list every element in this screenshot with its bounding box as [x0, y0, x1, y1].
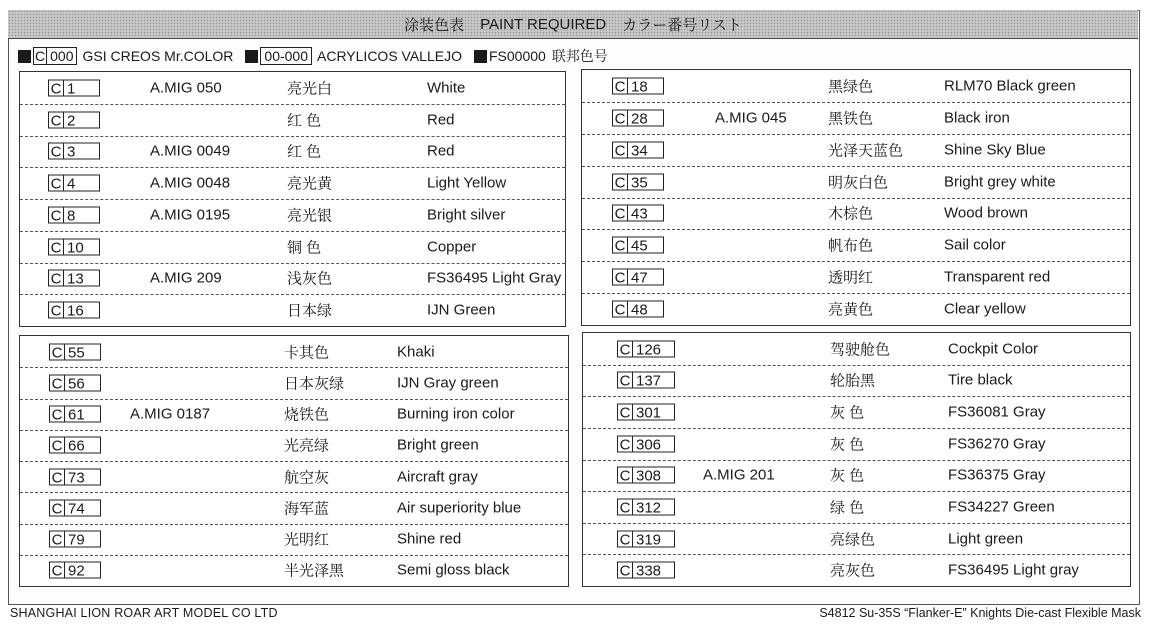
mr-color-number: 35	[628, 173, 664, 190]
color-name-chinese: 黑绿色	[828, 78, 874, 96]
mr-color-code	[48, 175, 100, 192]
color-name-chinese: 铜 色	[287, 239, 322, 257]
mr-color-prefix: C	[49, 437, 65, 454]
color-name-english: Red	[427, 142, 455, 160]
mr-color-prefix: C	[49, 343, 65, 360]
paint-row	[582, 261, 1130, 294]
color-name-english: Shine red	[397, 530, 462, 548]
color-name-english: Sail color	[944, 236, 1006, 254]
color-name-english: Tire black	[948, 371, 1013, 389]
color-name-chinese: 灰 色	[830, 436, 865, 454]
mr-color-prefix: C	[49, 406, 65, 423]
color-name-chinese: 日本绿	[287, 302, 333, 320]
legend-vallejo-code: 00-000	[260, 47, 312, 65]
mr-color-code	[48, 238, 100, 255]
mr-color-number: 56	[65, 374, 101, 391]
color-name-chinese: 亮灰色	[830, 562, 876, 580]
paint-row	[20, 104, 565, 137]
color-name-chinese: 卡其色	[284, 344, 330, 362]
legend-vallejo-label: ACRYLICOS VALLEJO	[317, 48, 462, 64]
mr-color-code	[49, 437, 101, 454]
mr-color-code	[612, 77, 664, 94]
color-name-english: Bright silver	[427, 206, 506, 224]
mr-color-number: 43	[628, 205, 664, 222]
ammo-mig-code: A.MIG 0195	[150, 206, 231, 224]
title-english: PAINT REQUIRED	[480, 15, 607, 33]
ammo-mig-code: A.MIG 209	[150, 269, 222, 287]
color-name-english: Burning iron color	[397, 405, 515, 423]
color-name-english: Black iron	[944, 109, 1010, 127]
color-name-chinese: 日本灰绿	[284, 375, 345, 393]
color-name-chinese: 帆布色	[828, 237, 874, 255]
paint-row	[20, 399, 568, 431]
mr-color-number: 79	[65, 531, 101, 548]
mr-color-number: 13	[64, 270, 100, 287]
paint-row	[583, 365, 1130, 398]
ammo-mig-code: A.MIG 0048	[150, 174, 231, 192]
mr-color-prefix: C	[48, 175, 64, 192]
mr-color-number: 73	[65, 468, 101, 485]
color-name-chinese: 亮光银	[287, 207, 333, 225]
mr-color-code	[49, 406, 101, 423]
paint-row	[582, 293, 1130, 325]
mr-color-number: 34	[628, 141, 664, 158]
mr-color-code	[49, 374, 101, 391]
color-name-chinese: 浅灰色	[287, 270, 333, 288]
paint-row	[20, 336, 568, 368]
color-panel-top-left	[19, 71, 566, 327]
ammo-mig-code: A.MIG 050	[150, 79, 222, 97]
mr-color-number: 28	[628, 109, 664, 126]
color-name-chinese: 亮光黄	[287, 175, 333, 193]
color-name-chinese: 黑铁色	[828, 110, 874, 128]
paint-row	[583, 460, 1130, 493]
color-name-chinese: 红 色	[287, 143, 322, 161]
legend-square-icon	[245, 50, 258, 63]
color-name-chinese: 海军蓝	[284, 500, 330, 518]
color-name-chinese: 轮胎黑	[830, 372, 876, 390]
paint-row	[20, 263, 565, 296]
mr-color-number: 308	[633, 467, 675, 484]
paint-row	[20, 199, 565, 232]
color-system-legend	[18, 44, 620, 68]
ammo-mig-code: A.MIG 0187	[130, 405, 211, 423]
title-chinese: 涂装色表	[404, 16, 465, 34]
paint-row	[20, 231, 565, 264]
mr-color-code	[49, 468, 101, 485]
mr-color-prefix: C	[48, 111, 64, 128]
mr-color-number: 301	[633, 404, 675, 421]
color-name-english: Light Yellow	[427, 174, 507, 192]
mr-color-code	[617, 404, 675, 421]
color-name-english: FS36495 Light Gray	[427, 269, 562, 287]
color-name-chinese: 亮黄色	[828, 301, 874, 319]
mr-color-prefix: C	[617, 340, 633, 357]
color-name-chinese: 光亮绿	[284, 437, 330, 455]
color-name-english: IJN Gray green	[397, 374, 499, 392]
ammo-mig-code: A.MIG 201	[703, 466, 775, 484]
mr-color-prefix: C	[49, 562, 65, 579]
mr-color-prefix: C	[48, 143, 64, 160]
mr-color-number: 2	[64, 111, 100, 128]
paint-row	[582, 134, 1130, 167]
color-panel-bottom-right	[582, 332, 1131, 587]
mr-color-code	[49, 531, 101, 548]
legend-creos-label: GSI CREOS Mr.COLOR	[82, 48, 234, 64]
ammo-mig-code: A.MIG 045	[715, 109, 787, 127]
legend-fs-label: 联邦色号	[551, 48, 608, 64]
mr-color-number: 18	[628, 77, 664, 94]
color-name-english: FS36270 Gray	[948, 435, 1046, 453]
color-name-english: FS34227 Green	[948, 498, 1055, 516]
mr-color-code	[612, 237, 664, 254]
mr-color-prefix: C	[612, 141, 628, 158]
color-name-chinese: 亮光白	[287, 80, 333, 98]
color-name-english: FS36495 Light gray	[948, 561, 1079, 579]
color-name-english: Shine Sky Blue	[944, 141, 1046, 159]
mr-color-number: 48	[628, 301, 664, 318]
color-name-chinese: 灰 色	[830, 467, 865, 485]
mr-color-number: 1	[64, 79, 100, 96]
legend-square-icon	[474, 50, 487, 63]
mr-color-prefix: C	[48, 270, 64, 287]
mr-color-number: 61	[65, 406, 101, 423]
mr-color-code	[617, 435, 675, 452]
mr-color-code	[617, 498, 675, 515]
paint-row	[20, 72, 565, 105]
mr-color-prefix: C	[617, 530, 633, 547]
color-name-english: IJN Green	[427, 301, 496, 319]
color-name-chinese: 驾驶舱色	[830, 341, 891, 359]
mr-color-code	[612, 109, 664, 126]
paint-row	[583, 428, 1130, 461]
mr-color-code	[617, 562, 675, 579]
mr-color-prefix: C	[49, 468, 65, 485]
mr-color-prefix: C	[612, 301, 628, 318]
mr-color-code	[48, 111, 100, 128]
paint-row	[20, 492, 568, 524]
mr-color-prefix: C	[617, 372, 633, 389]
color-panel-top-right	[581, 69, 1131, 326]
mr-color-prefix: C	[617, 562, 633, 579]
mr-color-code	[48, 143, 100, 160]
color-name-english: FS36081 Gray	[948, 403, 1046, 421]
color-name-english: FS36375 Gray	[948, 466, 1046, 484]
mr-color-prefix: C	[48, 302, 64, 319]
color-name-english: Light green	[948, 530, 1024, 548]
color-name-chinese: 木棕色	[828, 205, 874, 223]
mr-color-number: 3	[64, 143, 100, 160]
paint-row	[20, 461, 568, 493]
mr-color-number: 45	[628, 237, 664, 254]
mr-color-number: 8	[64, 206, 100, 223]
mr-color-number: 47	[628, 269, 664, 286]
mr-color-number: 306	[633, 435, 675, 452]
mr-color-code	[48, 79, 100, 96]
mr-color-code	[49, 343, 101, 360]
mr-color-code	[48, 270, 100, 287]
mr-color-code	[617, 372, 675, 389]
paint-row	[20, 367, 568, 399]
mr-color-number: 55	[65, 343, 101, 360]
mr-color-prefix: C	[612, 237, 628, 254]
legend-fs	[474, 46, 608, 66]
color-name-chinese: 红 色	[287, 112, 322, 130]
paint-row	[20, 136, 565, 169]
mr-color-code	[612, 141, 664, 158]
color-name-english: Bright grey white	[944, 173, 1056, 191]
product-name: S4812 Su-35S “Flanker-E” Knights Die-cast Flexible Mask	[819, 606, 1141, 620]
mr-color-prefix: C	[49, 531, 65, 548]
color-name-english: Copper	[427, 238, 477, 256]
mr-color-prefix: C	[48, 206, 64, 223]
mr-color-number: 312	[633, 498, 675, 515]
paint-row	[20, 294, 565, 326]
mr-color-code	[48, 206, 100, 223]
mr-color-number: 10	[64, 238, 100, 255]
color-name-chinese: 航空灰	[284, 469, 330, 487]
color-name-english: Cockpit Color	[948, 340, 1039, 358]
mr-color-number: 4	[64, 175, 100, 192]
mr-color-prefix: C	[617, 435, 633, 452]
color-name-english: RLM70 Black green	[944, 77, 1076, 95]
paint-row	[583, 333, 1130, 366]
paint-row	[20, 430, 568, 462]
mr-color-number: 92	[65, 562, 101, 579]
legend-creos	[18, 47, 233, 65]
mr-color-number: 319	[633, 530, 675, 547]
color-name-chinese: 半光泽黑	[284, 562, 345, 580]
mr-color-prefix: C	[617, 404, 633, 421]
color-name-english: Wood brown	[944, 204, 1028, 222]
color-name-english: Red	[427, 111, 455, 129]
color-name-english: Air superiority blue	[397, 499, 522, 517]
legend-vallejo	[245, 47, 462, 65]
chart-title-bar	[8, 10, 1138, 39]
color-name-chinese: 灰 色	[830, 404, 865, 422]
paint-row	[582, 102, 1130, 135]
mr-color-code	[49, 499, 101, 516]
mr-color-code	[612, 269, 664, 286]
mr-color-prefix: C	[612, 269, 628, 286]
color-name-chinese: 透明红	[828, 269, 874, 287]
color-name-chinese: 绿 色	[830, 499, 865, 517]
mr-color-code	[617, 530, 675, 547]
mr-color-code	[49, 562, 101, 579]
color-name-chinese: 光泽天蓝色	[828, 142, 904, 160]
mr-color-number: 74	[65, 499, 101, 516]
color-name-english: Khaki	[397, 343, 435, 361]
color-name-english: Bright green	[397, 436, 479, 454]
mr-color-prefix: C	[48, 238, 64, 255]
mr-color-number: 66	[65, 437, 101, 454]
color-name-chinese: 明灰白色	[828, 174, 889, 192]
mr-color-prefix: C	[617, 467, 633, 484]
mr-color-prefix: C	[49, 499, 65, 516]
manufacturer-name: SHANGHAI LION ROAR ART MODEL CO LTD	[10, 606, 278, 620]
color-name-chinese: 光明红	[284, 531, 330, 549]
mr-color-prefix: C	[49, 374, 65, 391]
ammo-mig-code: A.MIG 0049	[150, 142, 231, 160]
mr-color-code	[612, 205, 664, 222]
legend-square-icon	[18, 50, 31, 63]
mr-color-code	[48, 302, 100, 319]
paint-row	[20, 524, 568, 556]
color-name-english: Transparent red	[944, 268, 1051, 286]
mr-color-number: 126	[633, 340, 675, 357]
mr-color-code	[612, 301, 664, 318]
color-name-chinese: 亮绿色	[830, 531, 876, 549]
mr-color-number: 137	[633, 372, 675, 389]
paint-row	[583, 396, 1130, 429]
mr-color-number: 338	[633, 562, 675, 579]
mr-color-prefix: C	[612, 77, 628, 94]
mr-color-prefix: C	[612, 205, 628, 222]
paint-row	[582, 198, 1130, 231]
mr-color-prefix: C	[617, 498, 633, 515]
paint-row	[20, 167, 565, 200]
paint-row	[582, 70, 1130, 103]
title-japanese: カラー番号リスト	[622, 16, 742, 34]
mr-color-number: 16	[64, 302, 100, 319]
color-name-english: Aircraft gray	[397, 468, 478, 486]
paint-row	[583, 491, 1130, 524]
mr-color-prefix: C	[612, 173, 628, 190]
paint-row	[582, 166, 1130, 199]
paint-row	[583, 523, 1130, 556]
color-name-english: White	[427, 79, 466, 97]
legend-creos-code: C 000	[33, 47, 77, 65]
color-panel-bottom-left	[19, 335, 569, 587]
paint-row	[582, 229, 1130, 262]
mr-color-prefix: C	[612, 109, 628, 126]
color-name-chinese: 烧铁色	[284, 406, 330, 424]
mr-color-prefix: C	[48, 79, 64, 96]
mr-color-code	[617, 340, 675, 357]
color-name-english: Semi gloss black	[397, 561, 510, 579]
color-name-english: Clear yellow	[944, 300, 1026, 318]
legend-fs-code: FS00000	[488, 48, 546, 64]
mr-color-code	[612, 173, 664, 190]
paint-row	[583, 554, 1130, 586]
paint-row	[20, 555, 568, 586]
mr-color-code	[617, 467, 675, 484]
